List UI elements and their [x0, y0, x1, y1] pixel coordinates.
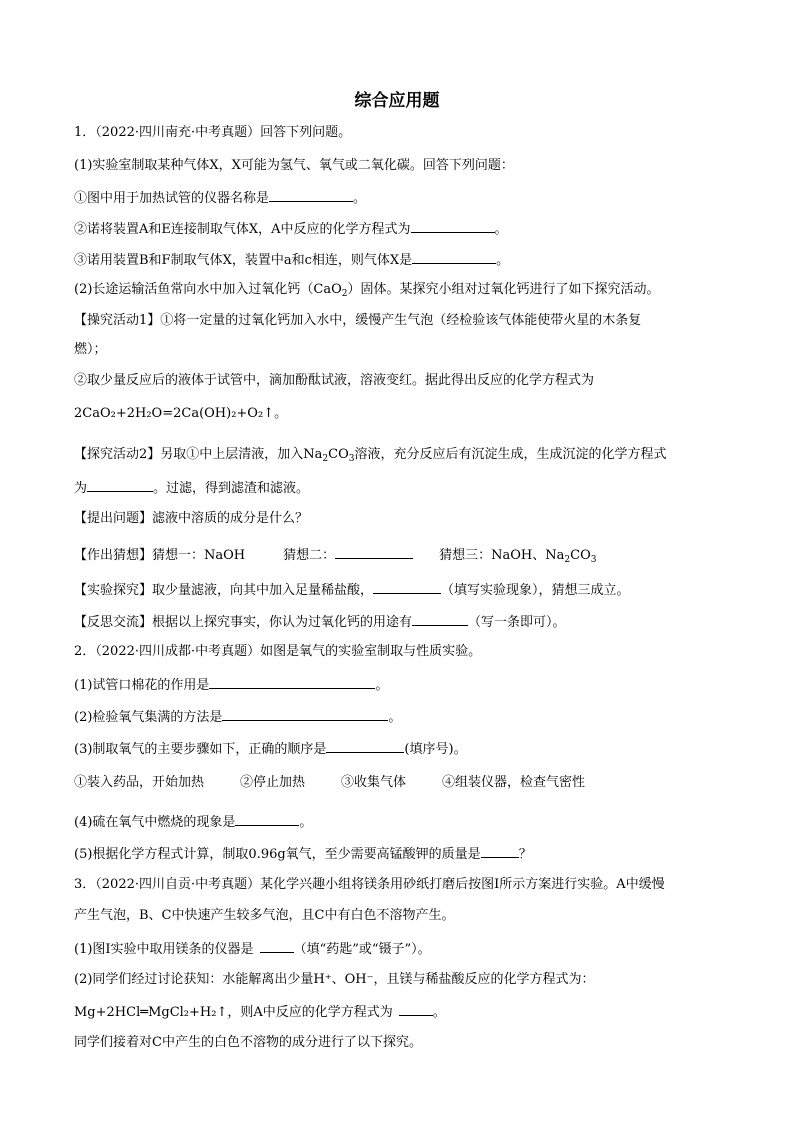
answer-blank[interactable]: [87, 478, 153, 492]
q3-part2b: Mg+2HCl═MgCl₂+H₂↑，则A中反应的化学方程式为 。: [74, 1002, 446, 1022]
q1-activity1-line3: ②取少量反应后的液体于试管中，滴加酚酞试液，溶液变红。据此得出反应的化学方程式为: [74, 373, 595, 388]
q2-part5-text-end: ？: [518, 847, 532, 862]
page-title: 综合应用题: [354, 91, 440, 111]
q1-activity1-line1: 【操究活动1】①将一定量的过氧化钙加入水中，缓慢产生气泡（经检验该气体能使带火星的木条复: [74, 313, 642, 328]
answer-blank[interactable]: [269, 188, 353, 202]
q2-part3-text: (3)制取氧气的主要步骤如下，正确的顺序是: [74, 742, 327, 757]
q2-part4-text: (4)硫在氧气中燃烧的现象是: [74, 815, 236, 830]
q1-activity2-line2: [74, 478, 309, 498]
q1-equation: 2CaO₂+2H₂O=2Ca(OH)₂+O₂↑。: [74, 406, 288, 421]
q3-part1-text-end: （填“药匙”或“镊子”）。: [293, 942, 431, 957]
q2-part4: (4)硫在氧气中燃烧的现象是 。: [74, 812, 312, 832]
q3-part2: (2)同学们经过讨论获知：水能解离出少量H⁺、OH⁻，且镁与稀盐酸反应的化学方程式为：: [74, 972, 595, 987]
q1-part2-text-end: ）固体。某探究小组对过氧化钙进行了如下探究活动。: [347, 282, 660, 297]
q1-activity2: 【探究活动2】另取①中上层清液，加入$Na_2CO_3$溶液，充分反应后有沉淀生成，生成沉淀的化学方程式: [74, 447, 667, 464]
q1-activity2-b-text: 为: [74, 481, 88, 496]
answer-blank[interactable]: [373, 580, 441, 594]
answer-blank[interactable]: [335, 545, 413, 559]
q1-reflect-text-end: （写一条即可）。: [468, 615, 566, 630]
q1-reflect-text: 【反思交流】根据以上探究事实，你认为过氧化钙的用途有: [74, 615, 413, 630]
q1-explore-text-end: （填写实验现象），猜想三成立。: [441, 583, 630, 598]
answer-blank[interactable]: [412, 612, 468, 626]
answer-blank[interactable]: [326, 739, 404, 753]
q2-part3-text-end: (填序号)。: [404, 742, 467, 757]
q1-part2: (2)长途运输活鱼常向水中加入过氧化钙（CaO$_2$）固体。某探究小组对过氧化钙进行了如下探究活动。: [74, 282, 660, 299]
q3-part3: 同学们接着对C中产生的白色不溶物的成分进行了以下探究。: [74, 1035, 422, 1050]
q2-part1: (1)试管口棉花的作用是 。: [74, 675, 388, 695]
q2-part2-text: (2)检验氧气集满的方法是: [74, 710, 223, 725]
q1-part1b: ②诺将装置A和E连接制取气体X，A中反应的化学方程式为 。: [74, 219, 508, 239]
answer-blank[interactable]: [412, 250, 496, 264]
q1-part1a-text: ①图中用于加热试管的仪器名称是: [74, 191, 270, 206]
q1-activity2-text-end: 溶液，充分反应后有沉淀生成，生成沉淀的化学方程式: [354, 447, 667, 462]
q1-question: 【提出问题】滤液中溶质的成分是什么？: [74, 511, 309, 526]
guess-one: 【作出猜想】猜想一：NaOH: [74, 548, 246, 563]
q2-part5-text: (5)根据化学方程式计算，制取0.96g氧气，至少需要高锰酸钾的质量是: [74, 847, 481, 862]
q3-header-line2: 产生气泡，B、C中快速产生较多气泡，且C中有白色不溶物产生。: [74, 908, 455, 923]
q1-explore-text: 【实验探究】取少量滤液，向其中加入足量稀盐酸，: [74, 583, 374, 598]
option-1: ①装入药品，开始加热: [74, 775, 205, 790]
answer-blank[interactable]: [399, 1002, 433, 1016]
q2-options: [74, 774, 585, 792]
option-2: ②停止加热: [240, 775, 306, 790]
q3-part1-text: (1)图Ⅰ实验中取用镁条的仪器是: [74, 942, 254, 957]
q1-explore: [74, 580, 630, 600]
guess-three-formula: CO: [570, 548, 591, 563]
answer-blank[interactable]: [411, 219, 495, 233]
q1-activity2-text: 【探究活动2】另取①中上层清液，加入Na: [74, 447, 323, 462]
q2-part2: (2)检验氧气集满的方法是 。: [74, 707, 401, 727]
answer-blank[interactable]: [260, 939, 294, 953]
guess-two: 猜想二：: [283, 548, 336, 563]
q1-part1c: ③诺用装置B和F制取气体X，装置中a和c相连，则气体X是 。: [74, 250, 509, 270]
option-3: ③收集气体: [341, 775, 407, 790]
q3-header: 3．（2022·四川自贡·中考真题）某化学兴趣小组将镁条用砂纸打磨后按图Ⅰ所示方案进行实验。A中缓慢: [74, 877, 665, 892]
q1-reflect: [74, 612, 566, 632]
q1-guess: 【作出猜想】猜想一：NaOH 猜想二： 猜想三：NaOH、$Na_2CO_3$: [74, 545, 596, 565]
answer-blank[interactable]: [209, 675, 375, 689]
answer-blank[interactable]: [481, 844, 519, 858]
q1-activity2-formula: CO: [328, 447, 349, 462]
option-4: ④组装仪器，检查气密性: [442, 775, 586, 790]
q2-header: 2．（2022·四川成都·中考真题）如图是氧气的实验室制取与性质实验。: [74, 644, 482, 659]
q2-part3: [74, 739, 467, 759]
answer-blank[interactable]: [222, 707, 388, 721]
q1-part1: (1)实验室制取某种气体X，X可能为氢气、氧气或二氧化碳。回答下列问题：: [74, 158, 514, 173]
answer-blank[interactable]: [235, 812, 299, 826]
q1-activity1-line2: 燃）；: [74, 342, 107, 357]
q1-activity2-b-text-end: 。过滤，得到滤渣和滤液。: [153, 481, 310, 496]
q3-part2b-text: Mg+2HCl═MgCl₂+H₂↑，则A中反应的化学方程式为: [74, 1005, 393, 1020]
q1-part1c-text: ③诺用装置B和F制取气体X，装置中a和c相连，则气体X是: [74, 253, 413, 268]
q2-part5: [74, 844, 532, 864]
q1-header: 1．（2022·四川南充·中考真题）回答下列问题。: [74, 125, 352, 140]
q1-part1b-text: ②诺将装置A和E连接制取气体X，A中反应的化学方程式为: [74, 222, 411, 237]
q1-part1a: ①图中用于加热试管的仪器名称是 。: [74, 188, 366, 208]
q3-part1: [74, 939, 431, 959]
q2-part1-text: (1)试管口棉花的作用是: [74, 678, 210, 693]
guess-three: 猜想三：NaOH、Na: [439, 548, 565, 563]
q1-part2-text: (2)长途运输活鱼常向水中加入过氧化钙（CaO: [74, 282, 342, 297]
